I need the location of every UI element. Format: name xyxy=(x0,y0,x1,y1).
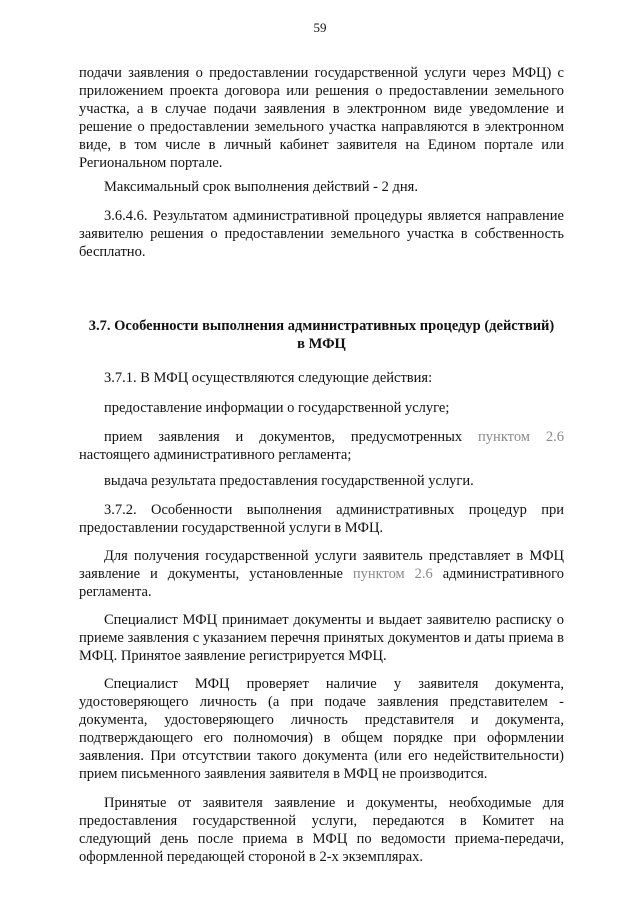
paragraph-specialist-receipt: Специалист МФЦ принимает документы и выдает заявителю расписку о приеме заявления с указанием перечня принятых документов и даты приема в МФЦ. Принятое заявление регистрируется МФЦ. xyxy=(79,612,564,664)
clause-2-6-link-2[interactable]: пунктом 2.6 xyxy=(352,566,433,582)
paragraph-max-duration: Максимальный срок выполнения действий - 2 дня. xyxy=(104,179,418,195)
clause-2-6-link[interactable]: пунктом 2.6 xyxy=(478,429,564,445)
section-heading-3-7 xyxy=(79,317,564,353)
page-number: 59 xyxy=(313,20,327,35)
paragraph-submission-text: Для получения государственной услуги заявитель представляет в МФЦ заявление и документы, установленные xyxy=(79,548,564,582)
paragraph-acceptance-tail: настоящего административного регламента; xyxy=(79,447,352,463)
paragraph-info: предоставление информации о государственной услуге; xyxy=(104,400,450,416)
section-heading-line-1: 3.7. Особенности выполнения административных процедур (действий) xyxy=(88,318,555,334)
paragraph-submission xyxy=(79,547,564,601)
paragraph-transfer: Принятые от заявителя заявление и документы, необходимые для предоставления государственной услуги, передаются в Комитет на следующий день после приема в МФЦ по ведомости приема-передачи, оформленной передающей стороной в 2-х экземплярах. xyxy=(79,795,564,865)
paragraph-3-7-2: 3.7.2. Особенности выполнения административных процедур при предоставлении государственной услуги в МФЦ. xyxy=(79,502,564,536)
paragraph-3-7-1: 3.7.1. В МФЦ осуществляются следующие действия: xyxy=(104,370,433,386)
paragraph-acceptance xyxy=(79,428,564,464)
paragraph-result-issue: выдача результата предоставления государственной услуги. xyxy=(104,473,474,489)
paragraph-identity-check: Специалист МФЦ проверяет наличие у заявителя документа, удостоверяющего личность (а при подаче заявления представителем - документа, удостоверяющего личность представителя и документа, подтверждающего его полномочия) в общем порядке при оформлении заявления. При отсутствии такого документа (или его недействительности) прием письменного заявления заявителя в МФЦ не производится. xyxy=(79,676,564,782)
paragraph-acceptance-text: прием заявления и документов, предусмотренных xyxy=(104,429,463,445)
paragraph-3-6-4-6: 3.6.4.6. Результатом административной процедуры является направление заявителю решения о предоставлении земельного участка в собственность бесплатно. xyxy=(79,208,564,260)
paragraph-continuation: подачи заявления о предоставлении государственной услуги через МФЦ) с приложением проекта договора или решения о предоставлении земельного участка, а в случае подачи заявления в электронном виде уведомление и решение о предоставлении земельного участка направляются в электронном виде, в том числе в личный кабинет заявителя на Едином портале или Региональном портале. xyxy=(79,65,564,171)
paragraph-submission-tail: административного регламента. xyxy=(79,566,565,600)
section-heading-line-2: в МФЦ xyxy=(297,336,346,352)
